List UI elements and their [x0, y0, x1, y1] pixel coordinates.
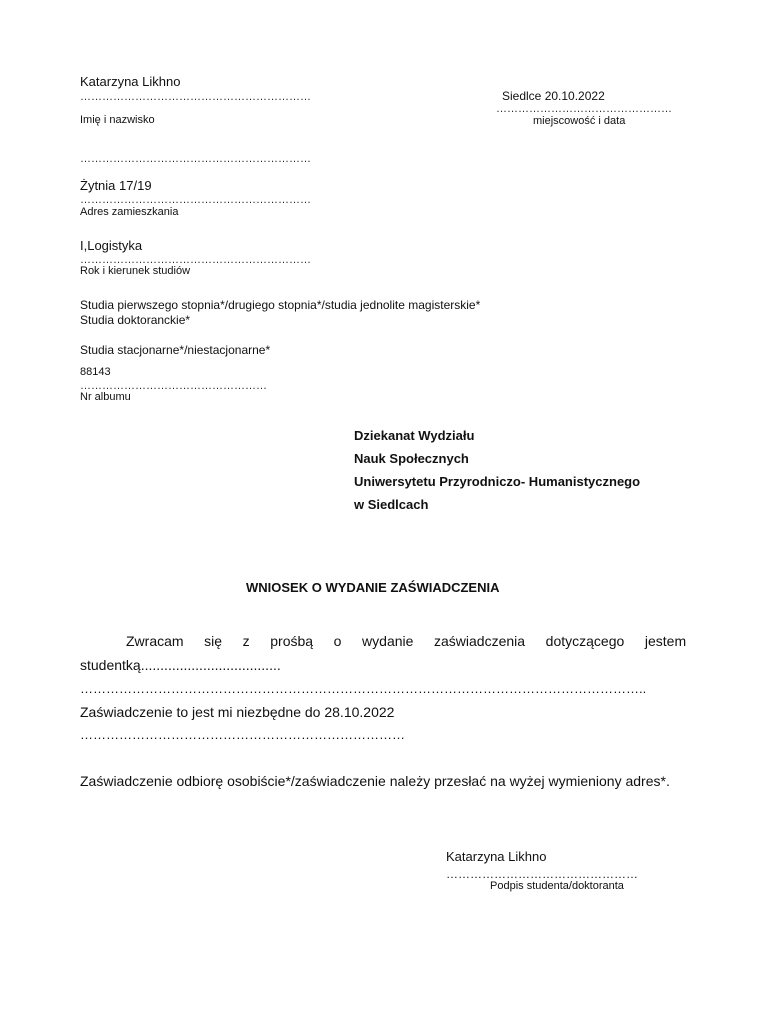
request-word: Zwracam	[126, 633, 184, 649]
request-word: się	[204, 633, 223, 649]
delivery-note: Zaświadczenie odbiorę osobiście*/zaświadczenie należy przesłać na wyżej wymieniony adres*.	[80, 773, 670, 789]
study-doctoral: Studia doktoranckie*	[80, 313, 191, 327]
album-dots: ……………………………………………	[80, 380, 267, 392]
signature-label: Podpis studenta/doktoranta	[490, 880, 624, 892]
signature-name: Katarzyna Likhno	[446, 849, 547, 864]
request-word: z	[242, 633, 250, 649]
request-word: zaświadczenia	[434, 633, 526, 649]
applicant-address-label: Adres zamieszkania	[80, 206, 179, 218]
applicant-address-dots: ………………………………………………………	[80, 194, 311, 206]
body-dots-line-1: …………………………………………………………………………………………………………………..	[80, 681, 647, 696]
request-line	[80, 633, 686, 649]
request-word: dotyczącego	[545, 633, 625, 649]
recipient-address	[354, 424, 640, 516]
document-title: WNIOSEK O WYDANIE ZAŚWIADCZENIA	[246, 580, 500, 595]
recipient-line-3: Uniwersytetu Przyrodniczo- Humanistycznego	[354, 474, 641, 489]
body-dots-line-2: …………………………………………………………………	[80, 727, 405, 742]
request-word: jestem	[644, 633, 687, 649]
applicant-extra-dots: ………………………………………………………	[80, 153, 311, 165]
album-label: Nr albumu	[80, 391, 131, 403]
study-mode: Studia stacjonarne*/niestacjonarne*	[80, 343, 271, 357]
place-date-label: miejscowość i data	[533, 115, 626, 127]
applicant-year: I,Logistyka	[80, 238, 143, 253]
applicant-name: Katarzyna Likhno	[80, 74, 181, 89]
study-level: Studia pierwszego stopnia*/drugiego stopnia*/studia jednolite magisterskie*	[80, 298, 481, 312]
needed-until: Zaświadczenie to jest mi niezbędne do 28.10.2022	[80, 704, 395, 720]
recipient-line-2: Nauk Społecznych	[354, 451, 469, 466]
request-word: wydanie	[362, 633, 414, 649]
request-continuation: studentką....................................	[80, 657, 281, 673]
request-word: prośbą	[270, 633, 314, 649]
album-number: 88143	[80, 366, 111, 378]
request-word: o	[333, 633, 342, 649]
applicant-year-label: Rok i kierunek studiów	[80, 265, 191, 277]
applicant-year-dots: ………………………………………………………	[80, 254, 311, 266]
applicant-name-dots: ………………………………………………………	[80, 91, 311, 103]
applicant-address: Żytnia 17/19	[80, 178, 152, 193]
applicant-name-label: Imię i nazwisko	[80, 114, 155, 126]
place-date: Siedlce 20.10.2022	[502, 89, 605, 103]
recipient-line-1: Dziekanat Wydziału	[354, 428, 475, 443]
place-date-dots: …………………………………………	[496, 103, 672, 115]
recipient-line-4: w Siedlcach	[354, 497, 429, 512]
signature-dots: …………………………………………	[446, 867, 638, 881]
